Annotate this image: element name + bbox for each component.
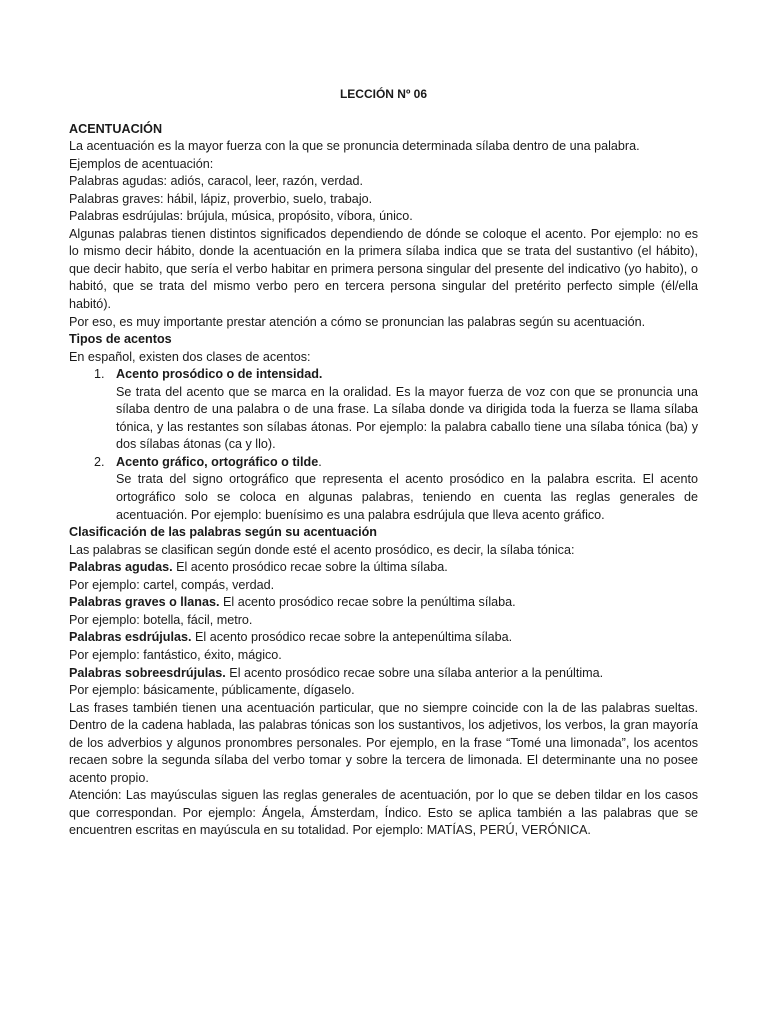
paragraph-frases: Las frases también tienen una acentuación particular, que no siempre coincide con la de las palabras sueltas. Dentro de la cadena hablada, las palabras tónicas son los sustantivos, los adjetivos, los verbos, la gran mayoría de los adverbios y algunos pronombres personales. Por ejemplo, en la frase “Tomé una limonada”, los acentos recaen sobre la segunda sílaba del verbo tomar y sobre la tercera de limonada. El determinante una no posee acento propio. xyxy=(69,700,698,785)
list-item-title: Acento gráfico, ortográfico o tilde. xyxy=(116,454,322,469)
type-graves-example: Por ejemplo: botella, fácil, metro. xyxy=(69,612,253,627)
type-esdrujulas-example: Por ejemplo: fantástico, éxito, mágico. xyxy=(69,647,282,662)
examples-intro: Ejemplos de acentuación: xyxy=(69,156,214,171)
section-heading-acentuacion: ACENTUACIÓN xyxy=(69,121,163,136)
type-graves: Palabras graves o llanas. El acento prosódico recae sobre la penúltima sílaba. xyxy=(69,595,516,610)
section-heading-tipos: Tipos de acentos xyxy=(69,332,172,347)
list-item-grafico xyxy=(69,454,698,524)
section-heading-clasificacion: Clasificación de las palabras según su acentuación xyxy=(69,525,377,540)
list-number: 1. xyxy=(94,367,105,382)
type-sobreesdrujulas: Palabras sobreesdrújulas. El acento prosódico recae sobre una sílaba anterior a la penúltima. xyxy=(69,665,604,680)
paragraph-mayusculas: Atención: Las mayúsculas siguen las reglas generales de acentuación, por lo que se deben tildar en los casos que correspondan. Por ejemplo: Ángela, Ámsterdam, Índico. Esto se aplica también a las palabras que se encuentren escritas en mayúscula en su totalidad. Por ejemplo: MATÍAS, PERÚ, VERÓNICA. xyxy=(69,788,698,838)
paragraph-atencion-pronunciacion: Por eso, es muy importante prestar atención a cómo se pronuncian las palabras según su acentuación. xyxy=(69,314,646,329)
paragraph-significados: Algunas palabras tienen distintos significados dependiendo de dónde se coloque el acento. Por ejemplo: no es lo mismo decir hábito, donde la acentuación en la primera sílaba indica que se trata del sustantivo (el hábito), que decir habito, que sería el verbo habitar en primera persona singular del presente del indicativo (yo habito), o habitó, que se trata del mismo verbo pero en tercera persona singular del pretérito perfecto simple (él/ella habitó). xyxy=(69,226,698,312)
example-graves: Palabras graves: hábil, lápiz, proverbio, suelo, trabajo. xyxy=(69,191,373,206)
acentuacion-definition: La acentuación es la mayor fuerza con la que se pronuncia determinada sílaba dentro de una palabra. xyxy=(69,139,640,154)
list-item-title: Acento prosódico o de intensidad. xyxy=(116,367,323,382)
list-item-text: Se trata del signo ortográfico que representa el acento prosódico en la palabra escrita. El acento ortográfico solo se coloca en algunas palabras, teniendo en cuenta las reglas generales de acentuación. Por ejemplo: buenísimo es una palabra esdrújula que lleva acento gráfico. xyxy=(116,472,698,522)
clasificacion-intro: Las palabras se clasifican según donde esté el acento prosódico, es decir, la sílaba tónica: xyxy=(69,542,575,557)
example-agudas: Palabras agudas: adiós, caracol, leer, razón, verdad. xyxy=(69,174,364,189)
list-number: 2. xyxy=(94,454,105,469)
type-agudas: Palabras agudas. El acento prosódico recae sobre la última sílaba. xyxy=(69,560,448,575)
list-item-text: Se trata del acento que se marca en la oralidad. Es la mayor fuerza de voz con que se pronuncia una sílaba dentro de una palabra o de una frase. La sílaba donde va dirigida toda la fuerza se llama sílaba tónica, y las restantes son sílabas átonas. Por ejemplo: la palabra caballo tiene una sílaba tónica (ba) y dos sílabas átonas (ca y llo). xyxy=(116,384,698,452)
type-agudas-example: Por ejemplo: cartel, compás, verdad. xyxy=(69,577,275,592)
type-sobreesdrujulas-example: Por ejemplo: básicamente, públicamente, dígaselo. xyxy=(69,683,355,698)
example-esdrujulas: Palabras esdrújulas: brújula, música, propósito, víbora, único. xyxy=(69,209,413,224)
lesson-title: LECCIÓN Nº 06 xyxy=(339,87,428,101)
list-item-prosodico xyxy=(69,366,698,454)
type-esdrujulas: Palabras esdrújulas. El acento prosódico recae sobre la antepenúltima sílaba. xyxy=(69,630,513,645)
tipos-intro: En español, existen dos clases de acentos: xyxy=(69,349,311,364)
accent-types-list xyxy=(69,366,698,524)
